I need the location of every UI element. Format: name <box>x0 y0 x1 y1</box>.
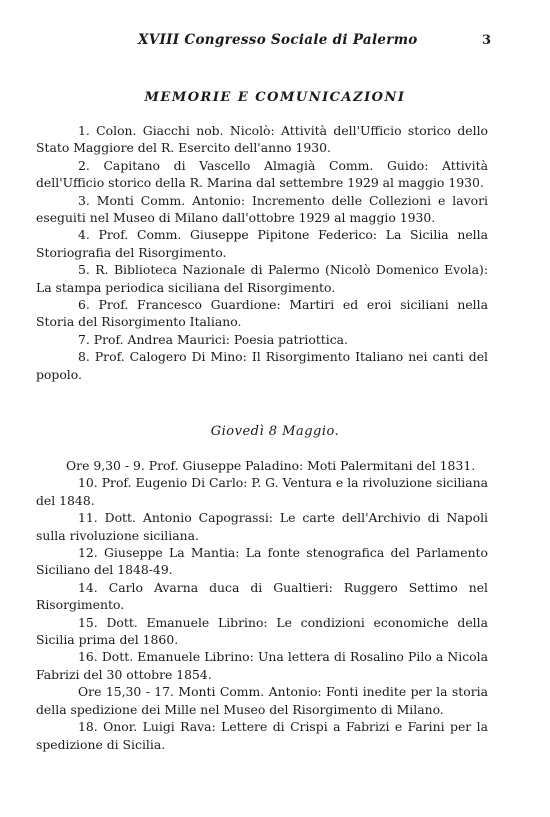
page-header <box>0 32 550 52</box>
communications-list <box>36 122 488 383</box>
list-item: 11. Dott. Antonio Capograssi: Le carte dell'Archivio di Napoli sulla rivoluzione siciliana. <box>36 510 488 543</box>
list-item: 10. Prof. Eugenio Di Carlo: P. G. Ventura e la rivoluzione siciliana del 1848. <box>36 475 488 508</box>
list-item: Ore 9,30 - 9. Prof. Giuseppe Paladino: Moti Palermitani del 1831. <box>66 458 476 473</box>
list-item: 18. Onor. Luigi Rava: Lettere di Crispi a Fabrizi e Farini per la spedizione di Sicilia. <box>36 719 488 752</box>
page-number: 3 <box>482 33 492 48</box>
list-item: 5. R. Biblioteca Nazionale di Palermo (Nicolò Domenico Evola): La stampa periodica siciliana del Risorgimento. <box>36 262 488 295</box>
list-item: 14. Carlo Avarna duca di Gualtieri: Ruggero Settimo nel Risorgimento. <box>36 579 488 613</box>
day-heading: Giovedì 8 Maggio. <box>210 424 340 439</box>
thursday-schedule-list <box>36 457 488 753</box>
list-item: 2. Capitano di Vascello Almagià Comm. Guido: Attività dell'Ufficio storico della R. Marina dal settembre 1929 al maggio 1930. <box>36 157 488 191</box>
list-item: 8. Prof. Calogero Di Mino: Il Risorgimento Italiano nei canti del popolo. <box>36 349 488 382</box>
list-item: 6. Prof. Francesco Guardione: Martiri ed eroi siciliani nella Storia del Risorgimento Italiano. <box>36 297 488 330</box>
list-item: 12. Giuseppe La Mantia: La fonte stenografica del Parlamento Siciliano del 1848-49. <box>36 545 488 578</box>
list-item: 4. Prof. Comm. Giuseppe Pipitone Federico: La Sicilia nella Storiografia del Risorgimento. <box>36 227 488 260</box>
list-item: 3. Monti Comm. Antonio: Incremento delle Collezioni e lavori eseguiti nel Museo di Milano dall'ottobre 1929 al maggio 1930. <box>36 192 488 226</box>
running-title: XVIII Congresso Sociale di Palermo <box>138 32 418 48</box>
list-item: 16. Dott. Emanuele Librino: Una lettera di Rosalino Pilo a Nicola Fabrizi del 30 ottobre 1854. <box>36 649 488 682</box>
list-item: 15. Dott. Emanuele Librino: Le condizioni economiche della Sicilia prima del 1860. <box>36 614 488 648</box>
list-item: Ore 15,30 - 17. Monti Comm. Antonio: Fonti inedite per la storia della spedizione dei Mille nel Museo del Risorgimento di Milano. <box>36 684 488 717</box>
section-title: MEMORIE E COMUNICAZIONI <box>144 90 406 105</box>
list-item: 1. Colon. Giacchi nob. Nicolò: Attività dell'Ufficio storico dello Stato Maggiore del R. Esercito dell'anno 1930. <box>36 123 488 156</box>
list-item: 7. Prof. Andrea Maurici: Poesia patriottica. <box>78 331 349 347</box>
